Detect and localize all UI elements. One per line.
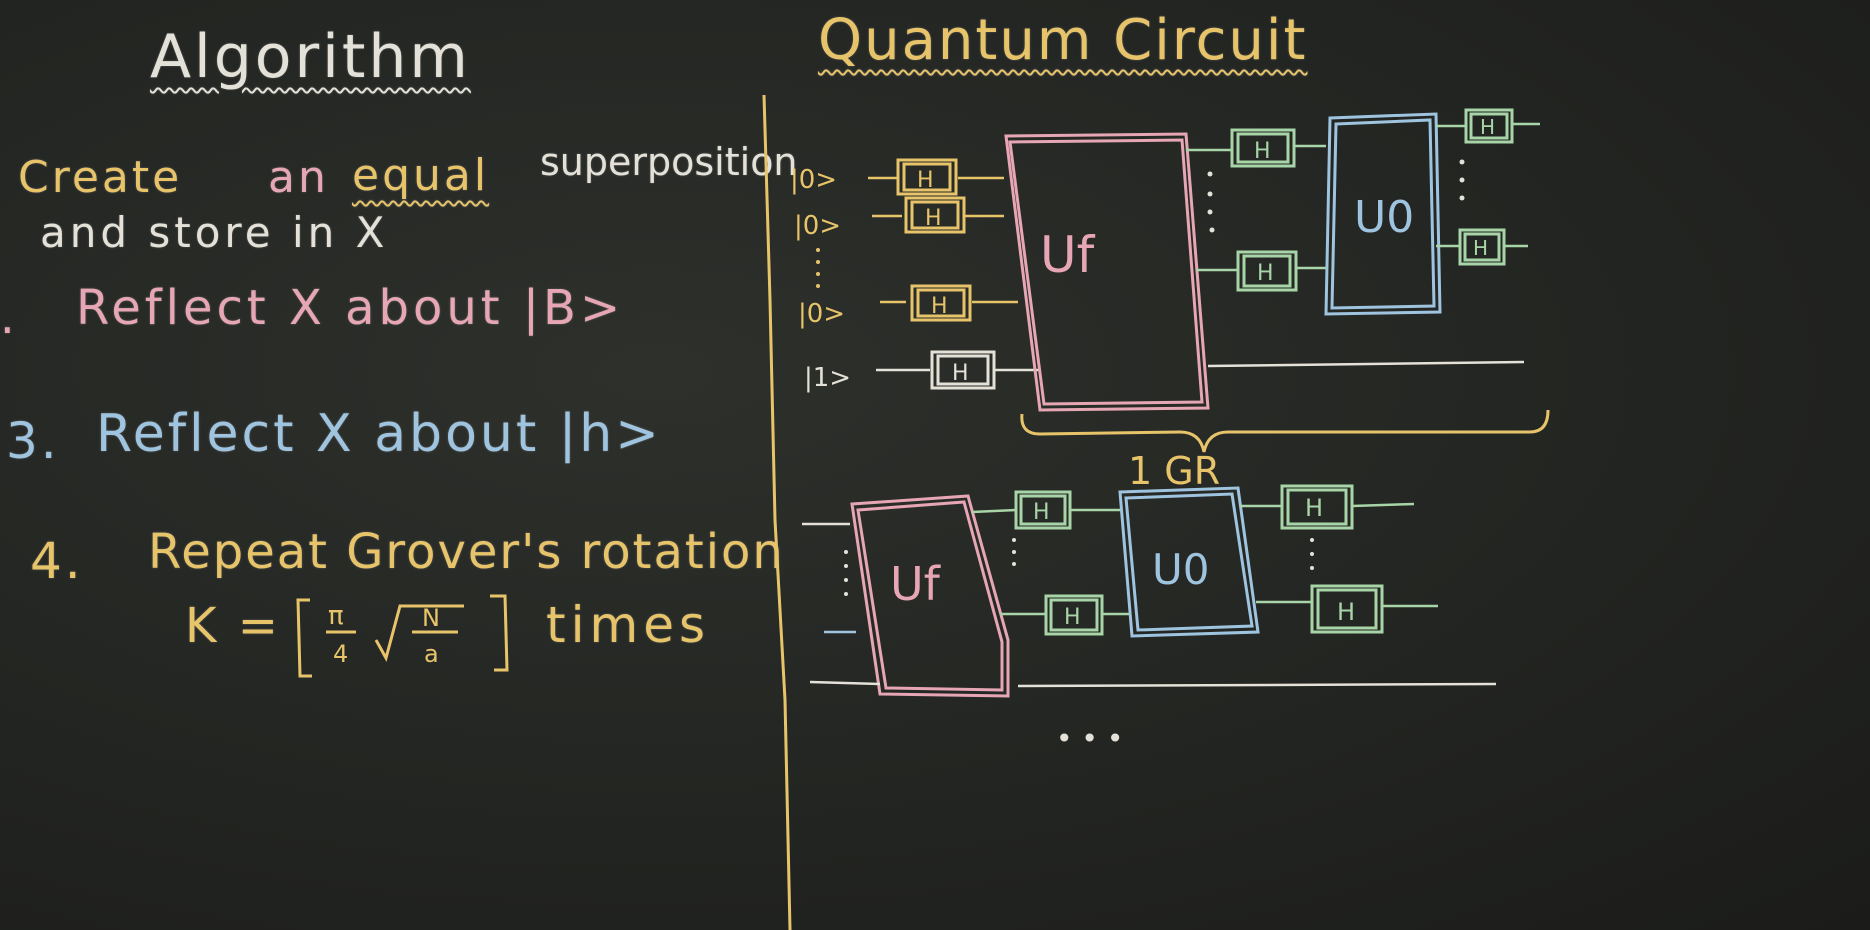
board-divider xyxy=(764,95,790,930)
h-label-in-2: H xyxy=(925,206,942,231)
formula-a: a xyxy=(424,640,439,668)
step3-number: 3. xyxy=(6,412,60,470)
bottom-input-dots xyxy=(844,550,848,596)
step1-word-equal: equal xyxy=(352,150,490,201)
h-label-in-3: H xyxy=(931,294,948,319)
iteration-brace xyxy=(1022,410,1548,452)
step3-text: Reflect X about |h> xyxy=(96,404,662,464)
mid-vertical-dots xyxy=(1208,172,1215,233)
algorithm-heading: Algorithm xyxy=(150,22,471,92)
h-label-in-1: H xyxy=(917,168,934,193)
bottom-out-dots xyxy=(1310,538,1314,570)
step4-text: Repeat Grover's rotation xyxy=(148,524,785,580)
oracle-label-bottom: Uf xyxy=(890,557,940,611)
step4-times: times xyxy=(546,596,711,654)
step2-number: . xyxy=(0,290,18,344)
step1-word-superposition: superposition xyxy=(540,140,798,184)
formula-N: N xyxy=(422,604,440,632)
input-ket-3: |0> xyxy=(798,299,846,329)
h-label-out-2: H xyxy=(1473,236,1489,260)
input-ket-1: |0> xyxy=(790,165,838,195)
formula-four: 4 xyxy=(333,640,349,668)
step1-word-an: an xyxy=(268,152,329,203)
h-label-in-4: H xyxy=(952,361,969,386)
trailing-dots: • • • xyxy=(1056,722,1124,755)
h-label-b1: H xyxy=(1033,500,1050,525)
circuit-heading: Quantum Circuit xyxy=(818,8,1308,73)
bottom-mid-dots xyxy=(1012,538,1016,566)
step4-number: 4. xyxy=(30,532,84,590)
input-ket-4: |1> xyxy=(804,363,852,393)
iteration-label: 1 GR xyxy=(1128,449,1221,493)
ancilla-wire-out xyxy=(1208,362,1524,366)
formula-pi: π xyxy=(328,601,344,631)
input-ket-2: |0> xyxy=(794,211,842,241)
input-vertical-dots xyxy=(816,248,820,288)
out-vertical-dots xyxy=(1460,160,1465,201)
diffusion-label-top: U0 xyxy=(1354,192,1415,243)
oracle-box-top xyxy=(1006,134,1208,410)
h-label-mid-2: H xyxy=(1257,261,1274,286)
step1-word-create: Create xyxy=(18,152,183,203)
step1-line2: and store in X xyxy=(40,208,389,257)
step2-text: Reflect X about |B> xyxy=(76,280,625,336)
h-label-out-1: H xyxy=(1480,115,1496,139)
h-label-mid-1: H xyxy=(1254,139,1271,164)
diffusion-label-bottom: U0 xyxy=(1152,545,1210,594)
oracle-label-top: Uf xyxy=(1040,226,1095,284)
bottom-ancilla-wire xyxy=(810,682,1496,686)
step4-formula-k: K = xyxy=(185,598,281,654)
h-label-b4: H xyxy=(1337,598,1356,626)
h-label-b2: H xyxy=(1064,605,1081,630)
h-label-b3: H xyxy=(1305,494,1324,522)
